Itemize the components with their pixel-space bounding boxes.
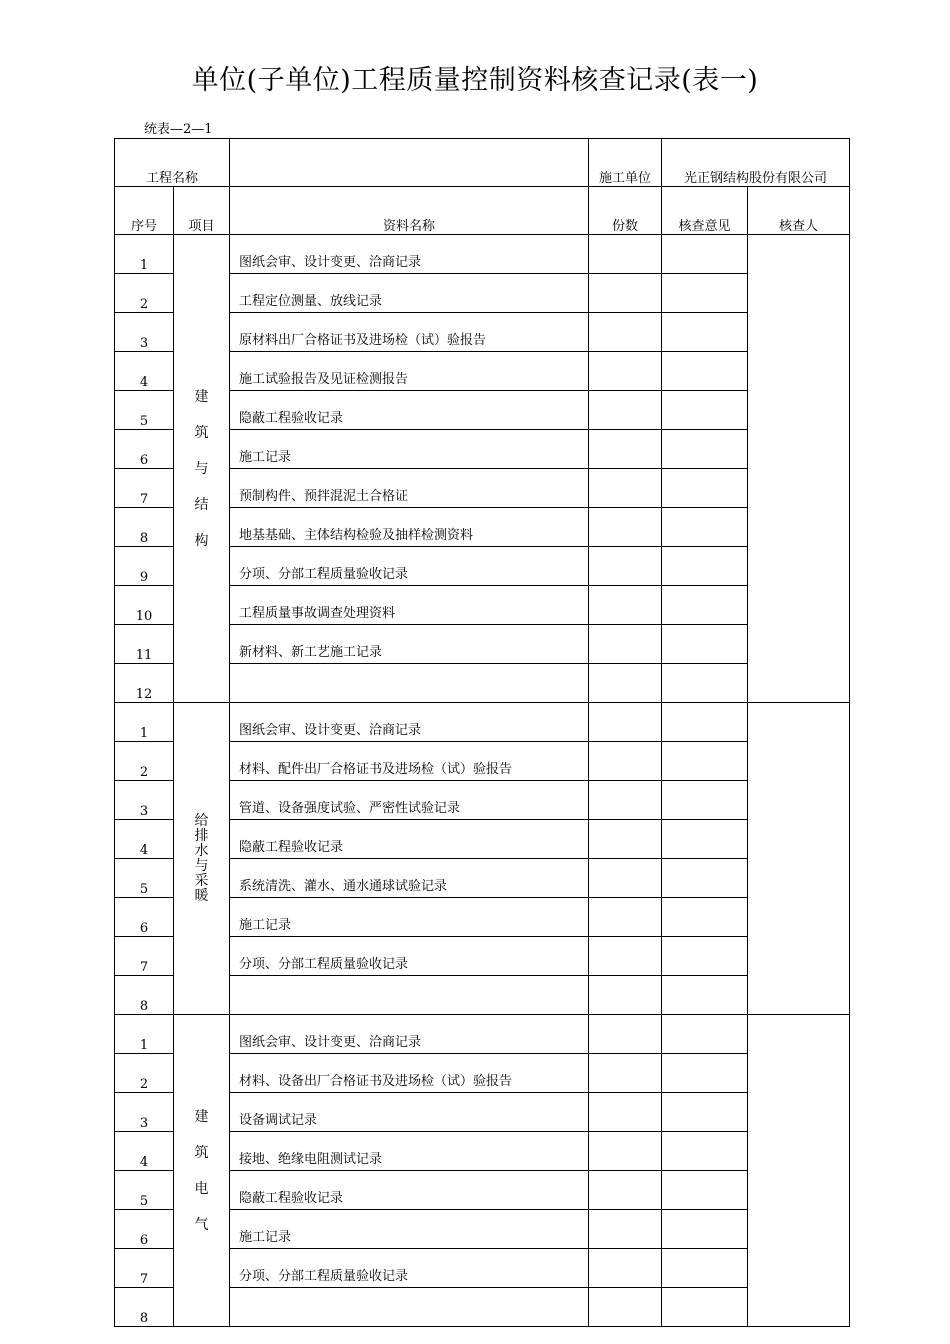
doc-name: 材料、配件出厂合格证书及进场检（试）验报告 xyxy=(230,742,589,781)
row-number-text: 6 xyxy=(139,921,149,936)
copies-cell[interactable] xyxy=(589,625,662,664)
copies-cell[interactable] xyxy=(589,664,662,703)
row-number xyxy=(115,1132,174,1171)
row-number xyxy=(115,391,174,430)
category-char: 排 xyxy=(194,827,209,844)
table-row xyxy=(115,1015,850,1054)
checker-cell[interactable] xyxy=(748,703,850,1015)
row-number xyxy=(115,235,174,274)
doc-name: 材料、设备出厂合格证书及进场检（试）验报告 xyxy=(230,1054,589,1093)
copies-cell[interactable] xyxy=(589,274,662,313)
doc-name: 施工记录 xyxy=(230,898,589,937)
category-char: 建 xyxy=(194,1108,209,1125)
row-number xyxy=(115,1054,174,1093)
row-number xyxy=(115,625,174,664)
row-number xyxy=(115,313,174,352)
opinion-cell[interactable] xyxy=(662,781,748,820)
doc-name: 图纸会审、设计变更、洽商记录 xyxy=(230,703,589,742)
doc-name: 施工试验报告及见证检测报告 xyxy=(230,352,589,391)
doc-name: 分项、分部工程质量验收记录 xyxy=(230,937,589,976)
checker-cell[interactable] xyxy=(748,1015,850,1327)
row-number-text: 3 xyxy=(139,1116,149,1131)
row-number-text: 10 xyxy=(135,609,153,624)
col-header-no: 序号 xyxy=(115,187,174,235)
copies-cell[interactable] xyxy=(589,1093,662,1132)
opinion-cell[interactable] xyxy=(662,430,748,469)
col-header-checker: 核查人 xyxy=(748,187,850,235)
category-char: 电 xyxy=(194,1180,209,1197)
row-number-text: 6 xyxy=(139,1233,149,1248)
opinion-cell[interactable] xyxy=(662,274,748,313)
row-number-text: 5 xyxy=(139,882,149,897)
row-number xyxy=(115,352,174,391)
doc-name: 系统清洗、灌水、通水通球试验记录 xyxy=(230,859,589,898)
row-number-text: 11 xyxy=(135,648,153,663)
doc-name: 隐蔽工程验收记录 xyxy=(230,1171,589,1210)
doc-name: 预制构件、预拌混泥土合格证 xyxy=(230,469,589,508)
opinion-cell[interactable] xyxy=(662,352,748,391)
row-number-text: 8 xyxy=(139,531,149,546)
section-plumbing-heating-label xyxy=(174,703,230,1015)
doc-name: 施工记录 xyxy=(230,1210,589,1249)
copies-cell[interactable] xyxy=(589,1015,662,1054)
header-row-columns xyxy=(115,187,850,235)
row-number xyxy=(115,586,174,625)
row-number xyxy=(115,859,174,898)
row-number-text: 4 xyxy=(139,1155,149,1170)
col-header-doc-name: 资料名称 xyxy=(230,187,589,235)
opinion-cell[interactable] xyxy=(662,508,748,547)
opinion-cell[interactable] xyxy=(662,1171,748,1210)
opinion-cell[interactable] xyxy=(662,742,748,781)
doc-name xyxy=(230,664,589,703)
category-char: 采 xyxy=(194,872,209,889)
opinion-cell[interactable] xyxy=(662,820,748,859)
doc-name: 施工记录 xyxy=(230,430,589,469)
row-number-text: 1 xyxy=(139,1038,149,1053)
doc-name: 图纸会审、设计变更、洽商记录 xyxy=(230,1015,589,1054)
row-number xyxy=(115,703,174,742)
copies-cell[interactable] xyxy=(589,1132,662,1171)
category-char: 筑 xyxy=(194,1144,209,1161)
row-number-text: 2 xyxy=(139,765,149,780)
doc-name: 工程质量事故调查处理资料 xyxy=(230,586,589,625)
doc-name: 接地、绝缘电阻测试记录 xyxy=(230,1132,589,1171)
row-number xyxy=(115,781,174,820)
doc-name: 地基基础、主体结构检验及抽样检测资料 xyxy=(230,508,589,547)
row-number xyxy=(115,1249,174,1288)
construction-unit-label: 施工单位 xyxy=(589,139,662,187)
row-number xyxy=(115,274,174,313)
row-number-text: 7 xyxy=(139,1272,149,1287)
row-number xyxy=(115,664,174,703)
row-number-text: 3 xyxy=(139,336,149,351)
row-number-text: 7 xyxy=(139,492,149,507)
category-char: 与 xyxy=(194,460,209,477)
form-code: 统表—2—1 xyxy=(144,122,213,137)
row-number xyxy=(115,742,174,781)
quality-record-table xyxy=(114,138,850,1327)
construction-unit-value: 光正钢结构股份有限公司 xyxy=(662,139,850,187)
category-char: 与 xyxy=(194,857,209,874)
copies-cell[interactable] xyxy=(589,1249,662,1288)
opinion-cell[interactable] xyxy=(662,469,748,508)
doc-name: 管道、设备强度试验、严密性试验记录 xyxy=(230,781,589,820)
copies-cell[interactable] xyxy=(589,1288,662,1327)
row-number-text: 3 xyxy=(139,804,149,819)
row-number-text: 1 xyxy=(139,726,149,741)
col-header-item: 项目 xyxy=(174,187,230,235)
row-number-text: 5 xyxy=(139,414,149,429)
doc-name: 图纸会审、设计变更、洽商记录 xyxy=(230,235,589,274)
opinion-cell[interactable] xyxy=(662,1288,748,1327)
category-char: 水 xyxy=(194,842,209,859)
row-number xyxy=(115,1210,174,1249)
copies-cell[interactable] xyxy=(589,547,662,586)
category-char: 建 xyxy=(194,388,209,405)
copies-cell[interactable] xyxy=(589,703,662,742)
row-number xyxy=(115,1288,174,1327)
doc-name: 分项、分部工程质量验收记录 xyxy=(230,547,589,586)
row-number xyxy=(115,898,174,937)
row-number-text: 4 xyxy=(139,843,149,858)
opinion-cell[interactable] xyxy=(662,625,748,664)
opinion-cell[interactable] xyxy=(662,1132,748,1171)
opinion-cell[interactable] xyxy=(662,547,748,586)
category-char: 构 xyxy=(194,532,209,549)
doc-name xyxy=(230,1288,589,1327)
doc-name: 分项、分部工程质量验收记录 xyxy=(230,1249,589,1288)
category-char: 结 xyxy=(194,496,209,513)
opinion-cell[interactable] xyxy=(662,1054,748,1093)
copies-cell[interactable] xyxy=(589,430,662,469)
copies-cell[interactable] xyxy=(589,976,662,1015)
copies-cell[interactable] xyxy=(589,1054,662,1093)
row-number-text: 7 xyxy=(139,960,149,975)
doc-name: 新材料、新工艺施工记录 xyxy=(230,625,589,664)
copies-cell[interactable] xyxy=(589,742,662,781)
opinion-cell[interactable] xyxy=(662,976,748,1015)
doc-name: 隐蔽工程验收记录 xyxy=(230,820,589,859)
row-number-text: 5 xyxy=(139,1194,149,1209)
doc-name: 隐蔽工程验收记录 xyxy=(230,391,589,430)
copies-cell[interactable] xyxy=(589,1210,662,1249)
row-number-text: 6 xyxy=(139,453,149,468)
category-char: 筑 xyxy=(194,424,209,441)
copies-cell[interactable] xyxy=(589,508,662,547)
row-number xyxy=(115,820,174,859)
copies-cell[interactable] xyxy=(589,781,662,820)
row-number-text: 2 xyxy=(139,297,149,312)
copies-cell[interactable] xyxy=(589,469,662,508)
opinion-cell[interactable] xyxy=(662,391,748,430)
copies-cell[interactable] xyxy=(589,937,662,976)
opinion-cell[interactable] xyxy=(662,313,748,352)
opinion-cell[interactable] xyxy=(662,664,748,703)
opinion-cell[interactable] xyxy=(662,586,748,625)
row-number-text: 4 xyxy=(139,375,149,390)
copies-cell[interactable] xyxy=(589,898,662,937)
opinion-cell[interactable] xyxy=(662,937,748,976)
row-number-text: 8 xyxy=(139,999,149,1014)
doc-name: 原材料出厂合格证书及进场检（试）验报告 xyxy=(230,313,589,352)
row-number xyxy=(115,469,174,508)
opinion-cell[interactable] xyxy=(662,703,748,742)
row-number xyxy=(115,976,174,1015)
category-char: 暖 xyxy=(194,887,209,904)
section-building-structure-label xyxy=(174,235,230,703)
doc-name: 设备调试记录 xyxy=(230,1093,589,1132)
copies-cell[interactable] xyxy=(589,586,662,625)
copies-cell[interactable] xyxy=(589,352,662,391)
copies-cell[interactable] xyxy=(589,313,662,352)
opinion-cell[interactable] xyxy=(662,235,748,274)
opinion-cell[interactable] xyxy=(662,1249,748,1288)
doc-name xyxy=(230,976,589,1015)
row-number xyxy=(115,508,174,547)
opinion-cell[interactable] xyxy=(662,898,748,937)
header-row-project xyxy=(115,139,850,187)
opinion-cell[interactable] xyxy=(662,859,748,898)
row-number xyxy=(115,1171,174,1210)
table-row xyxy=(115,235,850,274)
row-number-text: 9 xyxy=(139,570,149,585)
row-number xyxy=(115,547,174,586)
checker-cell[interactable] xyxy=(748,235,850,703)
section-building-electrical-label xyxy=(174,1015,230,1327)
opinion-cell[interactable] xyxy=(662,1015,748,1054)
page-title: 单位(子单位)工程质量控制资料核查记录(表一) xyxy=(191,65,759,96)
category-char: 给 xyxy=(194,812,209,829)
table-row xyxy=(115,703,850,742)
col-header-copies: 份数 xyxy=(589,187,662,235)
project-name-label: 工程名称 xyxy=(115,139,230,187)
opinion-cell[interactable] xyxy=(662,1210,748,1249)
copies-cell[interactable] xyxy=(589,820,662,859)
row-number-text: 1 xyxy=(139,258,149,273)
copies-cell[interactable] xyxy=(589,391,662,430)
copies-cell[interactable] xyxy=(589,859,662,898)
project-name-field[interactable] xyxy=(230,139,589,187)
row-number-text: 12 xyxy=(135,687,153,702)
row-number-text: 2 xyxy=(139,1077,149,1092)
category-char: 气 xyxy=(194,1216,209,1233)
copies-cell[interactable] xyxy=(589,1171,662,1210)
row-number xyxy=(115,937,174,976)
doc-name: 工程定位测量、放线记录 xyxy=(230,274,589,313)
row-number-text: 8 xyxy=(139,1311,149,1326)
row-number xyxy=(115,1093,174,1132)
copies-cell[interactable] xyxy=(589,235,662,274)
opinion-cell[interactable] xyxy=(662,1093,748,1132)
row-number xyxy=(115,430,174,469)
row-number xyxy=(115,1015,174,1054)
col-header-opinion: 核查意见 xyxy=(662,187,748,235)
